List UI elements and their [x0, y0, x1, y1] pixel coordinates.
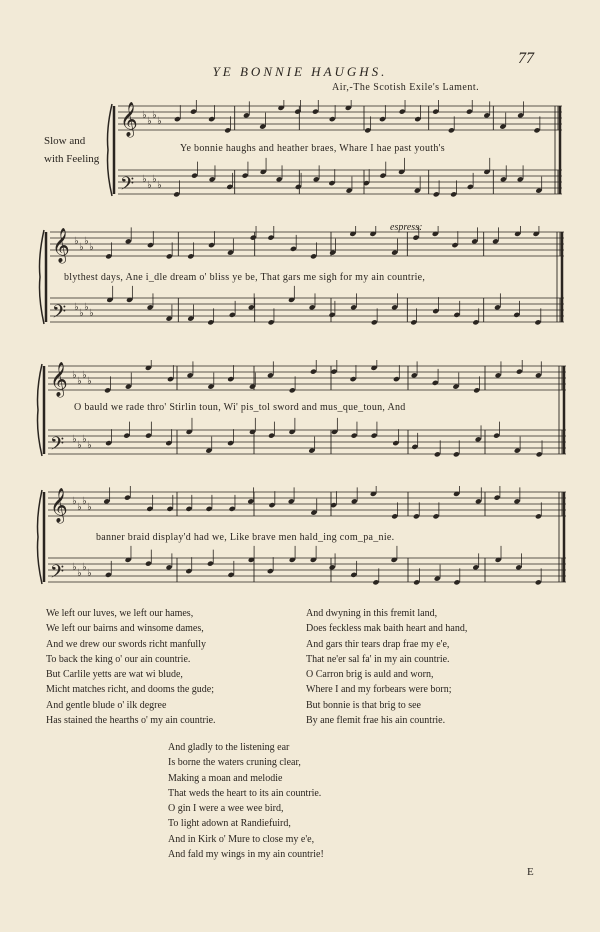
brace [38, 364, 43, 456]
flat-icon: ♭ [79, 242, 84, 253]
flat-icon: ♭ [89, 242, 94, 253]
verse-line: To back the king o' our ain countrie. [46, 653, 191, 665]
flat-icon: ♭ [84, 236, 89, 247]
flat-icon: ♭ [142, 174, 147, 185]
flat-icon: ♭ [82, 434, 87, 445]
treble-clef-icon: 𝄞 [52, 228, 70, 263]
verse-line: That ne'er sal fa' in my ain countrie. [306, 653, 450, 665]
flat-icon: ♭ [89, 308, 94, 319]
lyric-line-2: blythest days, Ane i_dle dream o' bliss ye be, That gars me sigh for my ain countrie, [64, 272, 426, 283]
flat-icon: ♭ [72, 562, 77, 573]
treble-clef-icon: 𝄞 [50, 488, 68, 523]
flat-icon: ♭ [152, 174, 157, 185]
tempo-line-2: with Feeling [44, 153, 100, 165]
page-number: 77 [518, 50, 534, 67]
expression-marking: espress: [390, 222, 423, 233]
treble-clef-icon: 𝄞 [50, 362, 68, 397]
verse-line: O gin I were a wee wee bird, [168, 803, 284, 815]
verse-left-column [46, 606, 301, 728]
flat-icon: ♭ [157, 116, 162, 127]
flat-icon: ♭ [87, 568, 92, 579]
verse-bottom-stanza [168, 740, 324, 862]
flat-icon: ♭ [72, 496, 77, 507]
flat-icon: ♭ [147, 180, 152, 191]
lyric-line-4: banner braid display'd had we, Like brave men hald_ing com_pa_nie. [96, 532, 395, 543]
verse-line: And dwyning in this fremit land, [306, 608, 438, 619]
bass-clef-icon: 𝄢 [120, 174, 135, 199]
verse-line: We left our luves, we left our hames, [46, 608, 194, 619]
flat-icon: ♭ [84, 302, 89, 313]
verse-line: Does feckless mak baith heart and hand, [306, 623, 468, 635]
flat-icon: ♭ [157, 180, 162, 191]
flat-icon: ♭ [77, 568, 82, 579]
air-subtitle: Air,-The Scotish Exile's Lament. [332, 82, 480, 93]
verse-line: And gladly to the listening ear [168, 742, 290, 753]
verse-line: That weds the heart to its ain countrie. [168, 787, 322, 799]
verse-line: Is borne the waters cruning clear, [168, 757, 301, 769]
flat-icon: ♭ [77, 502, 82, 513]
lyric-line-1: Ye bonnie haughs and heather braes, Whare I hae past youth's [180, 143, 445, 154]
verse-line: Making a moan and melodie [168, 772, 283, 784]
flat-icon: ♭ [82, 370, 87, 381]
verse-line: Where I and my forbears were born; [306, 684, 452, 696]
verse-line: And gars thir tears drap frae my e'e, [306, 638, 450, 650]
flat-icon: ♭ [87, 376, 92, 387]
flat-icon: ♭ [142, 110, 147, 121]
flat-icon: ♭ [79, 308, 84, 319]
verse-line: And gentle blude o' ilk degree [46, 699, 167, 711]
verse-line: And fald my wings in my ain countrie! [168, 849, 324, 861]
verse-line: We left our bairns and winsome dames, [46, 623, 204, 635]
verse-line: Micht matches richt, and dooms the gude; [46, 684, 215, 696]
flat-icon: ♭ [74, 302, 79, 313]
flat-icon: ♭ [87, 502, 92, 513]
flat-icon: ♭ [77, 440, 82, 451]
verse-line: By ane flemit frae his ain countrie. [306, 715, 446, 727]
flat-icon: ♭ [77, 376, 82, 387]
verse-line: But Carlile yetts are wat wi blude, [46, 669, 183, 681]
brace [108, 104, 113, 196]
verse-line: Has stained the hearths o' my ain countrie. [46, 715, 216, 727]
brace [38, 490, 43, 584]
verse-right-column [306, 606, 566, 728]
flat-icon: ♭ [82, 562, 87, 573]
song-title: YE BONNIE HAUGHS. [212, 64, 388, 79]
signature-mark: E [527, 866, 534, 878]
flat-icon: ♭ [82, 496, 87, 507]
treble-clef-icon: 𝄞 [120, 102, 138, 137]
flat-icon: ♭ [87, 440, 92, 451]
tempo-marking [44, 132, 99, 168]
tempo-line-1: Slow and [44, 135, 86, 147]
bass-clef-icon: 𝄢 [50, 562, 65, 587]
flat-icon: ♭ [74, 236, 79, 247]
verse-line: O Carron brig is auld and worn, [306, 669, 434, 681]
verse-line: But bonnie is that brig to see [306, 699, 421, 711]
flat-icon: ♭ [72, 370, 77, 381]
bass-clef-icon: 𝄢 [50, 434, 65, 459]
verse-line: And in Kirk o' Mure to close my e'e, [168, 833, 315, 845]
verse-line: To light adown at Randiefuird, [168, 818, 291, 830]
flat-icon: ♭ [72, 434, 77, 445]
bass-clef-icon: 𝄢 [52, 302, 67, 327]
lyric-line-3: O bauld we rade thro' Stirlin toun, Wi' pis_tol sword and mus_que_toun, And [74, 402, 406, 413]
flat-icon: ♭ [152, 110, 157, 121]
brace [40, 230, 45, 324]
flat-icon: ♭ [147, 116, 152, 127]
verse-line: And we drew our swords richt manfully [46, 638, 206, 650]
